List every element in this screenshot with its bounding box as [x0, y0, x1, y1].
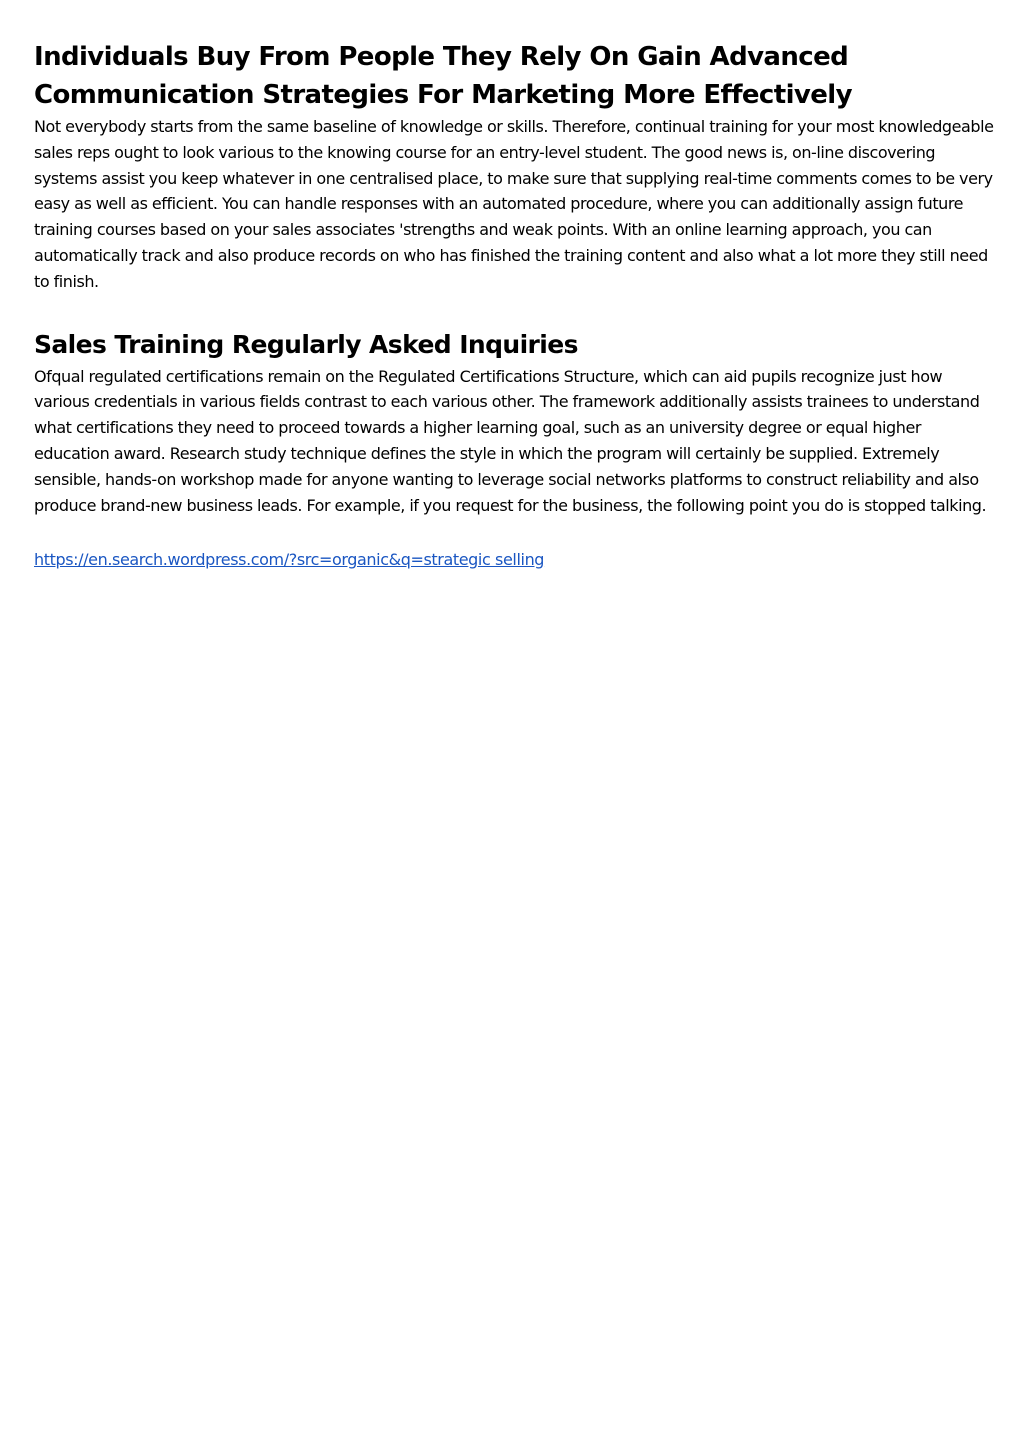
source-link[interactable]: https://en.search.wordpress.com/?src=organic&q=strategic selling	[34, 550, 545, 570]
page-title: Individuals Buy From People They Rely On Gain Advanced Communication Strategies For Marketing More Effectively	[34, 42, 852, 110]
intro-paragraph: Not everybody starts from the same baseline of knowledge or skills. Therefore, continual training for your most knowledgeable sales reps ought to look various to the knowing course for an entry-level student. The good news is, on-line discovering systems assist you keep whatever in one centralised place, to make sure that supplying real-time comments comes to be very easy as well as efficient. You can handle responses with an automated procedure, where you can additionally assign future training courses based on your sales associates 'strengths and weak points. With an online learning approach, you can automatically track and also produce records on who has finished the training content and also what a lot more they still need to finish.	[34, 117, 994, 291]
document-page	[34, 38, 994, 572]
section-paragraph: Ofqual regulated certifications remain on the Regulated Certifications Structure, which can aid pupils recognize just how various credentials in various fields contrast to each various other. The framework additionally assists trainees to understand what certifications they need to proceed towards a higher learning goal, such as an university degree or equal higher education award. Research study technique defines the style in which the program will certainly be supplied. Extremely sensible, hands-on workshop made for anyone wanting to leverage social networks platforms to construct reliability and also produce brand-new business leads. For example, if you request for the business, the following point you do is stopped talking.	[34, 366, 987, 515]
section-heading: Sales Training Regularly Asked Inquiries	[34, 329, 578, 359]
